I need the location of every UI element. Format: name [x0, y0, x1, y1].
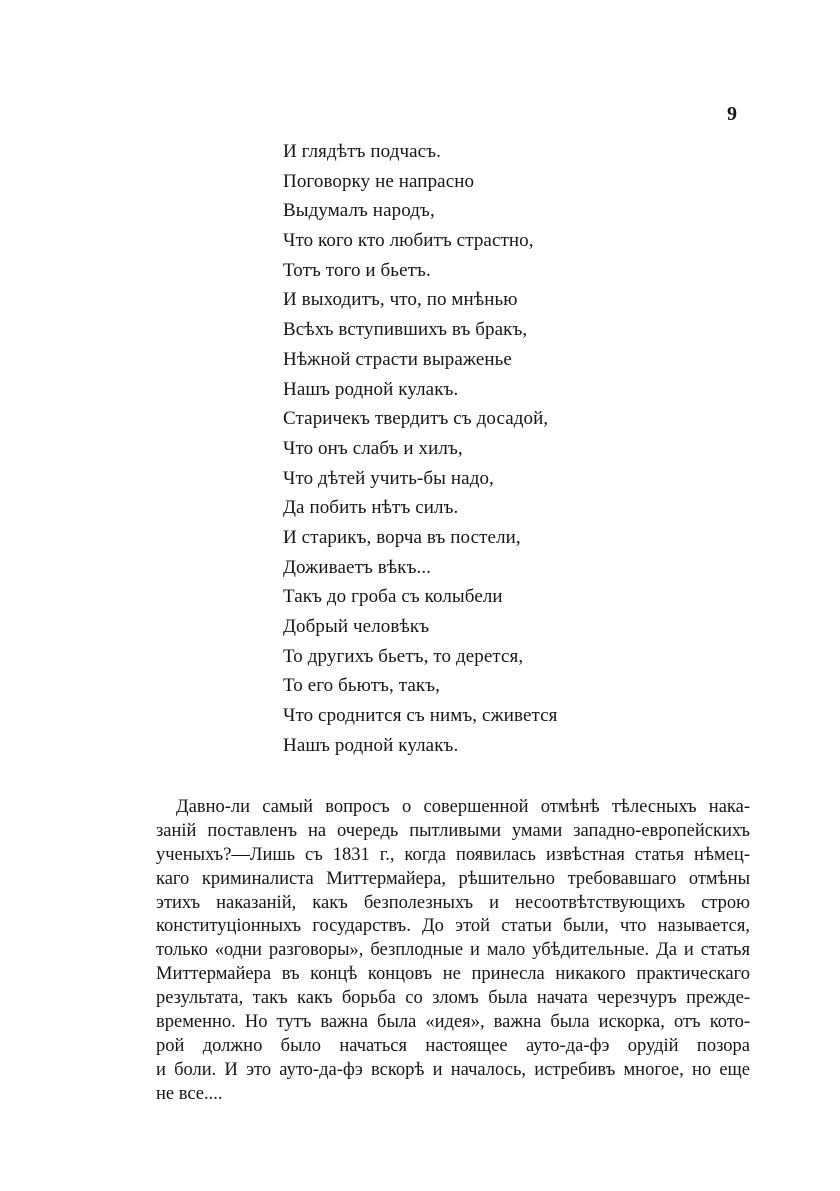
- prose-line: Миттермайера въ концѣ концовъ не принесла никакого практическаго: [156, 964, 750, 985]
- poem-line: Поговорку не напрасно: [283, 170, 475, 192]
- poem-line: И выходитъ, что, по мнѣнью: [283, 289, 518, 311]
- prose-line: не все....: [156, 1083, 223, 1104]
- poem-line: Тотъ того и бьетъ.: [283, 259, 431, 281]
- prose-line: временно. Но тутъ важна была «идея», важна была искорка, отъ кото-: [156, 1012, 750, 1033]
- poem-line: Такъ до гроба съ колыбели: [283, 586, 503, 608]
- poem-line: Нашъ родной кулакъ.: [283, 378, 459, 400]
- poem-line: Что онъ слабъ и хилъ,: [283, 437, 463, 459]
- prose-line: каго криминалиста Миттермайера, рѣшительно требовавшаго отмѣны: [156, 868, 750, 889]
- poem-line: Выдумалъ народъ,: [283, 200, 435, 222]
- poem-line: Доживаетъ вѣкъ...: [283, 556, 432, 578]
- prose-line: Давно-ли самый вопросъ о совершенной отмѣнѣ тѣлесныхъ нака-: [176, 797, 750, 817]
- prose-line: результата, такъ какъ борьба со зломъ была начата черезчуръ прежде-: [156, 988, 750, 1009]
- prose-line: и боли. И это ауто-да-фэ вскорѣ и началось, истребивъ многое, но еще: [156, 1059, 750, 1080]
- prose-line: заній поставленъ на очередь пытливыми умами западно-европейскихъ: [156, 820, 750, 841]
- prose-line: только «одни разговоры», безплодные и мало убѣдительные. Да и статья: [156, 940, 750, 961]
- poem-line: Старичекъ твердитъ съ досадой,: [283, 408, 549, 430]
- poem-line: Нѣжной страсти выраженье: [283, 348, 512, 370]
- prose-line: ученыхъ?—Лишь съ 1831 г., когда появилась извѣстная статья нѣмец-: [156, 844, 750, 865]
- poem-block: [283, 137, 643, 760]
- poem-line: Да побить нѣтъ силъ.: [283, 497, 459, 519]
- poem-line: То другихъ бьетъ, то дерется,: [283, 645, 524, 667]
- prose-paragraph: [156, 796, 750, 1107]
- prose-line: конституціонныхъ государствъ. До этой статьи были, что называется,: [156, 916, 750, 937]
- poem-line: Нашъ родной кулакъ.: [283, 734, 459, 756]
- poem-line: Добрый человѣкъ: [283, 616, 430, 637]
- poem-line: Что дѣтей учить-бы надо,: [283, 467, 494, 489]
- poem-line: Что кого кто любитъ страстно,: [283, 230, 534, 252]
- poem-line: И старикъ, ворча въ постели,: [283, 526, 521, 548]
- poem-line: То его бьютъ, такъ,: [283, 675, 441, 697]
- prose-line: этихъ наказаній, какъ безполезныхъ и несоотвѣтствующихъ строю: [156, 892, 750, 913]
- poem-line: Всѣхъ вступившихъ въ бракъ,: [283, 319, 528, 341]
- prose-line: рой должно было начаться настоящее ауто-да-фэ орудій позора: [156, 1035, 750, 1056]
- page-number: 9: [727, 103, 737, 125]
- poem-line: Что сроднится съ нимъ, сживется: [283, 705, 558, 727]
- poem-line: И глядѣтъ подчасъ.: [283, 141, 441, 162]
